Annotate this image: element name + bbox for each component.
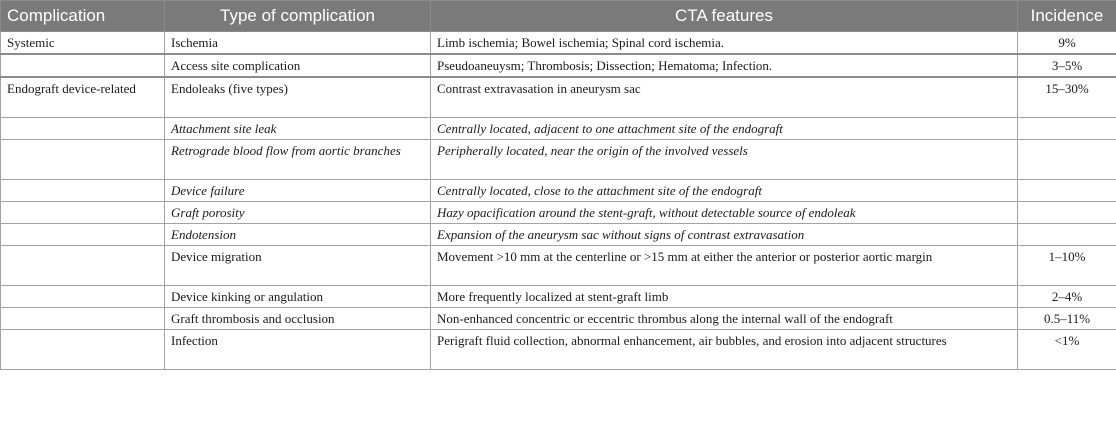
table-row bbox=[1, 329, 1116, 369]
table-row bbox=[1, 77, 1116, 117]
table-row bbox=[1, 179, 1116, 201]
table-row bbox=[1, 139, 1116, 179]
incidence-cell: <1% bbox=[1018, 329, 1116, 369]
table-row bbox=[1, 54, 1116, 77]
incidence-cell: 9% bbox=[1018, 32, 1116, 55]
type-cell: Infection bbox=[165, 329, 431, 369]
table-row bbox=[1, 245, 1116, 285]
features-cell: Pseudoaneuysm; Thrombosis; Dissection; Hematoma; Infection. bbox=[431, 54, 1018, 77]
type-cell: Device kinking or angulation bbox=[165, 285, 431, 307]
features-cell: Centrally located, adjacent to one attachment site of the endograft bbox=[431, 117, 1018, 139]
complication-cell bbox=[1, 307, 165, 329]
type-cell: Graft porosity bbox=[165, 201, 431, 223]
type-cell: Attachment site leak bbox=[165, 117, 431, 139]
incidence-cell: 0.5–11% bbox=[1018, 307, 1116, 329]
column-header-complication: Complication bbox=[1, 1, 165, 32]
complication-cell bbox=[1, 329, 165, 369]
type-cell: Device failure bbox=[165, 179, 431, 201]
table-row bbox=[1, 285, 1116, 307]
complication-cell bbox=[1, 285, 165, 307]
incidence-cell bbox=[1018, 201, 1116, 223]
type-cell: Graft thrombosis and occlusion bbox=[165, 307, 431, 329]
complication-cell bbox=[1, 245, 165, 285]
type-cell: Ischemia bbox=[165, 32, 431, 55]
type-cell: Access site complication bbox=[165, 54, 431, 77]
table-row bbox=[1, 32, 1116, 55]
type-cell: Retrograde blood flow from aortic branches bbox=[165, 139, 431, 179]
column-header-type: Type of complication bbox=[165, 1, 431, 32]
incidence-cell bbox=[1018, 179, 1116, 201]
column-header-incidence: Incidence bbox=[1018, 1, 1116, 32]
features-cell: Hazy opacification around the stent-graft, without detectable source of endoleak bbox=[431, 201, 1018, 223]
complication-cell bbox=[1, 201, 165, 223]
features-cell: Non-enhanced concentric or eccentric thrombus along the internal wall of the endograft bbox=[431, 307, 1018, 329]
header-row bbox=[1, 1, 1116, 32]
incidence-cell: 2–4% bbox=[1018, 285, 1116, 307]
complication-cell: Systemic bbox=[1, 32, 165, 55]
column-header-cta-features: CTA features bbox=[431, 1, 1018, 32]
incidence-cell: 15–30% bbox=[1018, 77, 1116, 117]
features-cell: Limb ischemia; Bowel ischemia; Spinal cord ischemia. bbox=[431, 32, 1018, 55]
complication-cell bbox=[1, 139, 165, 179]
incidence-cell bbox=[1018, 223, 1116, 245]
features-cell: Centrally located, close to the attachment site of the endograft bbox=[431, 179, 1018, 201]
incidence-cell: 3–5% bbox=[1018, 54, 1116, 77]
table-row bbox=[1, 307, 1116, 329]
type-cell: Endotension bbox=[165, 223, 431, 245]
features-cell: Peripherally located, near the origin of the involved vessels bbox=[431, 139, 1018, 179]
features-cell: Movement >10 mm at the centerline or >15 mm at either the anterior or posterior aortic margin bbox=[431, 245, 1018, 285]
incidence-cell bbox=[1018, 117, 1116, 139]
features-cell: Expansion of the aneurysm sac without signs of contrast extravasation bbox=[431, 223, 1018, 245]
incidence-cell: 1–10% bbox=[1018, 245, 1116, 285]
complication-cell: Endograft device-related bbox=[1, 77, 165, 117]
incidence-cell bbox=[1018, 139, 1116, 179]
features-cell: More frequently localized at stent-graft limb bbox=[431, 285, 1018, 307]
type-cell: Device migration bbox=[165, 245, 431, 285]
complication-cell bbox=[1, 179, 165, 201]
table-row bbox=[1, 223, 1116, 245]
table-row bbox=[1, 117, 1116, 139]
features-cell: Contrast extravasation in aneurysm sac bbox=[431, 77, 1018, 117]
complication-cell bbox=[1, 117, 165, 139]
features-cell: Perigraft fluid collection, abnormal enhancement, air bubbles, and erosion into adjacent structures bbox=[431, 329, 1018, 369]
type-cell: Endoleaks (five types) bbox=[165, 77, 431, 117]
complication-cell bbox=[1, 223, 165, 245]
complication-cell bbox=[1, 54, 165, 77]
table-row bbox=[1, 201, 1116, 223]
